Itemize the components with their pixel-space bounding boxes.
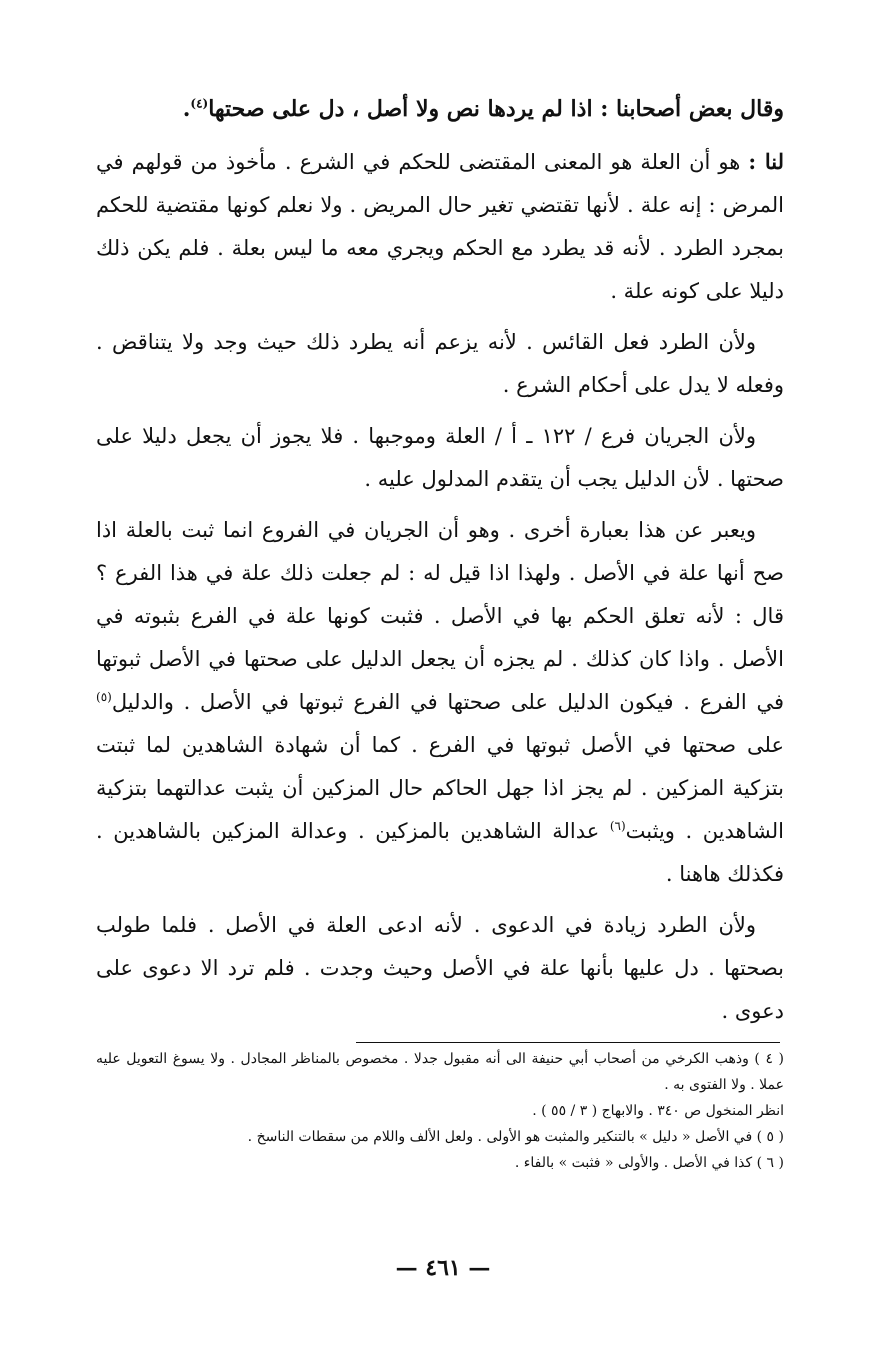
paragraph-5 xyxy=(96,904,784,1033)
paragraph-4-text-c: عدالة الشاهدين بالمزكين . وعدالة المزكين بالشاهدين . فكذلك هاهنا . xyxy=(96,819,784,886)
footnote-separator xyxy=(356,1042,780,1043)
page-number: — ٤٦١ — xyxy=(395,1255,491,1281)
footnote-4-reference: انظر المنخول ص ٣٤٠ . والابهاج ( ٣ / ٥٥ ) . xyxy=(532,1103,784,1119)
paragraph-2-text: ولأن الطرد فعل القائس . لأنه يزعم أنه يطرد ذلك حيث وجد ولا يتناقض . وفعله لا يدل على أحكام الشرع . xyxy=(96,330,784,397)
footnote-4: ( ٤ ) وذهب الكرخي من أصحاب أبي حنيفة الى أنه مقبول جدلا . مخصوص بالمناظر المجادل . ولا يسوغ التعويل عليه عملا . ولا الفتوى به . xyxy=(96,1051,784,1093)
paragraph-4 xyxy=(96,509,784,896)
paragraph-2 xyxy=(96,321,784,407)
opening-statement-text: وقال بعض أصحابنا : اذا لم يردها نص ولا أصل ، دل على صحتها xyxy=(208,96,784,122)
footnote-ref-5: (٥) xyxy=(96,690,112,704)
main-text xyxy=(96,86,784,1033)
opening-statement-end: . xyxy=(182,96,191,122)
footnote-6: ( ٦ ) كذا في الأصل . والأولى « فثبت » بالفاء . xyxy=(514,1155,784,1171)
footnote-ref-4: (٤) xyxy=(190,96,209,111)
paragraph-5-text: ولأن الطرد زيادة في الدعوى . لأنه ادعى العلة في الأصل . فلما طولب بصحتها . دل عليها بأنها علة في الأصل وحيث وجدت . فلم ترد الا دعوى على دعوى . xyxy=(96,913,784,1023)
footnote-ref-6: (٦) xyxy=(609,819,626,833)
paragraph-4-text-b: على صحتها في الأصل ثبوتها في الفرع . كما أن شهادة الشاهدين لما ثبتت بتزكية المزكين . لم يجز اذا جهل الحاكم حال المزكين أن يثبت عدالتهما بتزكية الشاهدين . ويثبت xyxy=(96,733,784,843)
paragraph-3 xyxy=(96,415,784,501)
footnote-5: ( ٥ ) في الأصل « دليل » بالتنكير والمثبت هو الأولى . ولعل الألف واللام من سقطات الناسخ . xyxy=(247,1129,784,1145)
paragraph-1-text: هو أن العلة هو المعنى المقتضى للحكم في الشرع . مأخوذ من قولهم في المرض : إنه علة . لأنها تقتضي تغير حال المريض . ولا نعلم كونها مقتضية للحكم بمجرد الطرد . لأنه قد يطرد مع الحكم ويجري معه ما ليس بعلة . فلم يكن ذلك دليلا على كونه علة . xyxy=(96,150,784,303)
paragraph-4-text-a: ويعبر عن هذا بعبارة أخرى . وهو أن الجريان في الفروع انما ثبت بالعلة اذا صح أنها علة في الأصل . ولهذا اذا قيل له : لم جعلت ذلك علة في هذا الفرع ؟ قال : لأنه تعلق الحكم بها في الأصل . فثبت كونها علة في الفرع بثبوته في الأصل . واذا كان كذلك . لم يجزه أن يجعل الدليل على صحتها في الأصل ثبوتها في الفرع . فيكون الدليل على صحتها في الفرع ثبوتها في الأصل . والدليل xyxy=(96,518,784,714)
footnotes xyxy=(96,1046,784,1176)
paragraph-1 xyxy=(96,140,784,313)
opening-statement xyxy=(96,86,784,132)
paragraph-1-lead: لنا : xyxy=(748,149,784,174)
paragraph-3-text: ولأن الجريان فرع / ١٢٢ ـ أ / العلة وموجبها . فلا يجوز أن يجعل دليلا على صحتها . لأن الدليل يجب أن يتقدم المدلول عليه . xyxy=(96,424,784,491)
